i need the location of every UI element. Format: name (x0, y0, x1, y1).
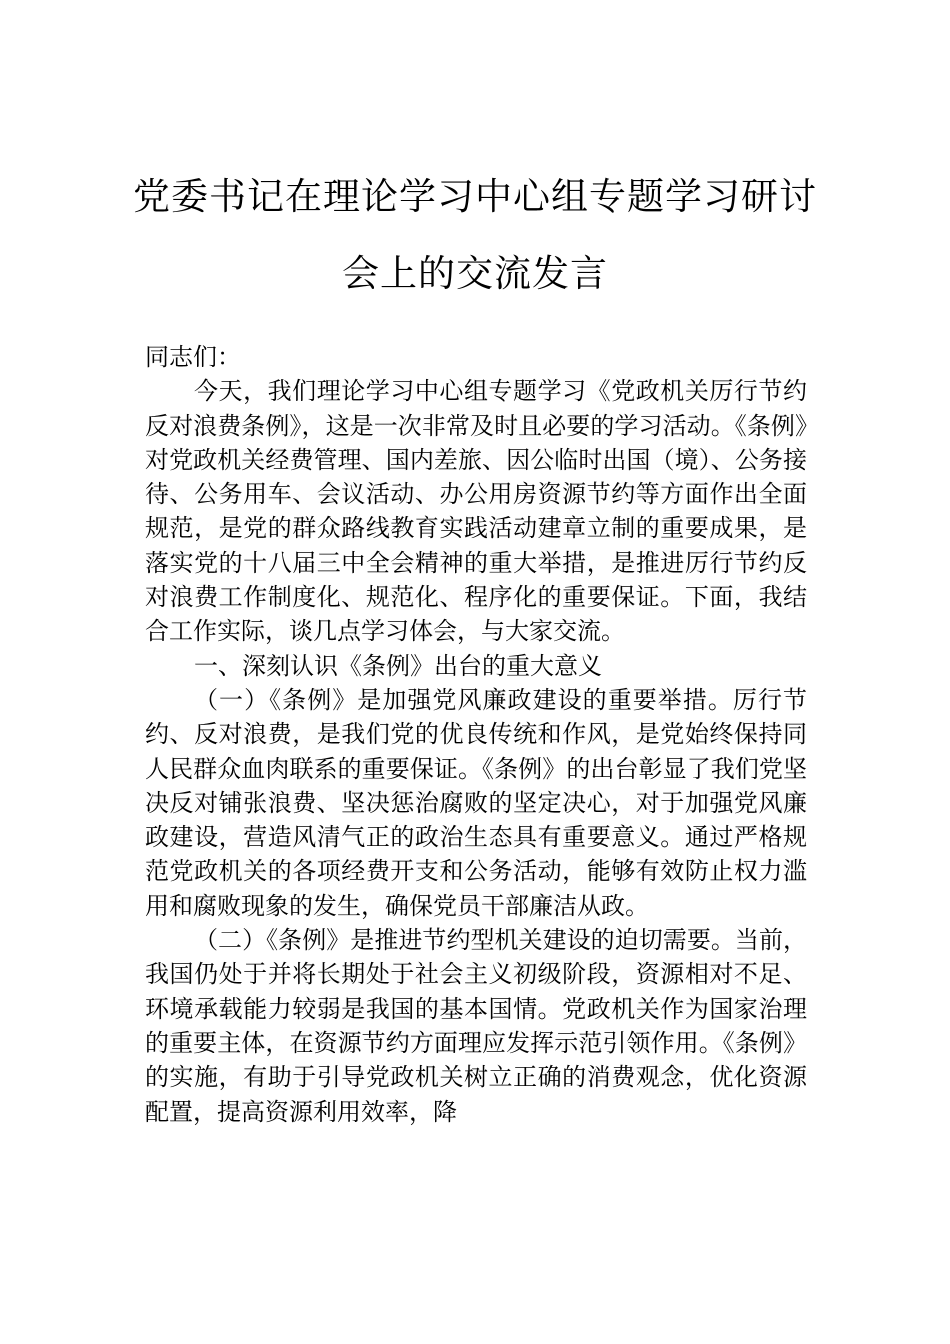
point-1-paragraph: （一）《条例》是加强党风廉政建设的重要举措。厉行节约、反对浪费，是我们党的优良传统和作风，是党始终保持同人民群众血肉联系的重要保证。《条例》的出台彰显了我们党坚决反对铺张浪费、坚决惩治腐败的坚定决心，对于加强党风廉政建设，营造风清气正的政治生态具有重要意义。通过严格规范党政机关的各项经费开支和公务活动，能够有效防止权力滥用和腐败现象的发生，确保党员干部廉洁从政。 (145, 685, 807, 920)
title-line-2: 会上的交流发言 (342, 252, 608, 295)
document-title (100, 175, 850, 296)
point-2-paragraph: （二）《条例》是推进节约型机关建设的迫切需要。当前，我国仍处于并将长期处于社会主义初级阶段，资源相对不足、环境承载能力较弱是我国的基本国情。党政机关作为国家治理的重要主体，在资源节约方面理应发挥示范引领作用。《条例》的实施，有助于引导党政机关树立正确的消费观念，优化资源配置，提高资源利用效率，降 (145, 926, 807, 1126)
salutation: 同志们： (145, 343, 241, 371)
section-1-heading: 一、深刻认识《条例》出台的重大意义 (194, 651, 602, 680)
document-body (145, 340, 807, 1129)
title-line-1: 党委书记在理论学习中心组专题学习研讨 (133, 175, 817, 218)
intro-paragraph: 今天，我们理论学习中心组专题学习《党政机关厉行节约反对浪费条例》，这是一次非常及时且必要的学习活动。《条例》对党政机关经费管理、国内差旅、因公临时出国（境）、公务接待、公务用车、会议活动、办公用房资源节约等方面作出全面规范，是党的群众路线教育实践活动建章立制的重要成果，是落实党的十八届三中全会精神的重大举措，是推进厉行节约反对浪费工作制度化、规范化、程序化的重要保证。下面，我结合工作实际，谈几点学习体会，与大家交流。 (145, 377, 807, 646)
